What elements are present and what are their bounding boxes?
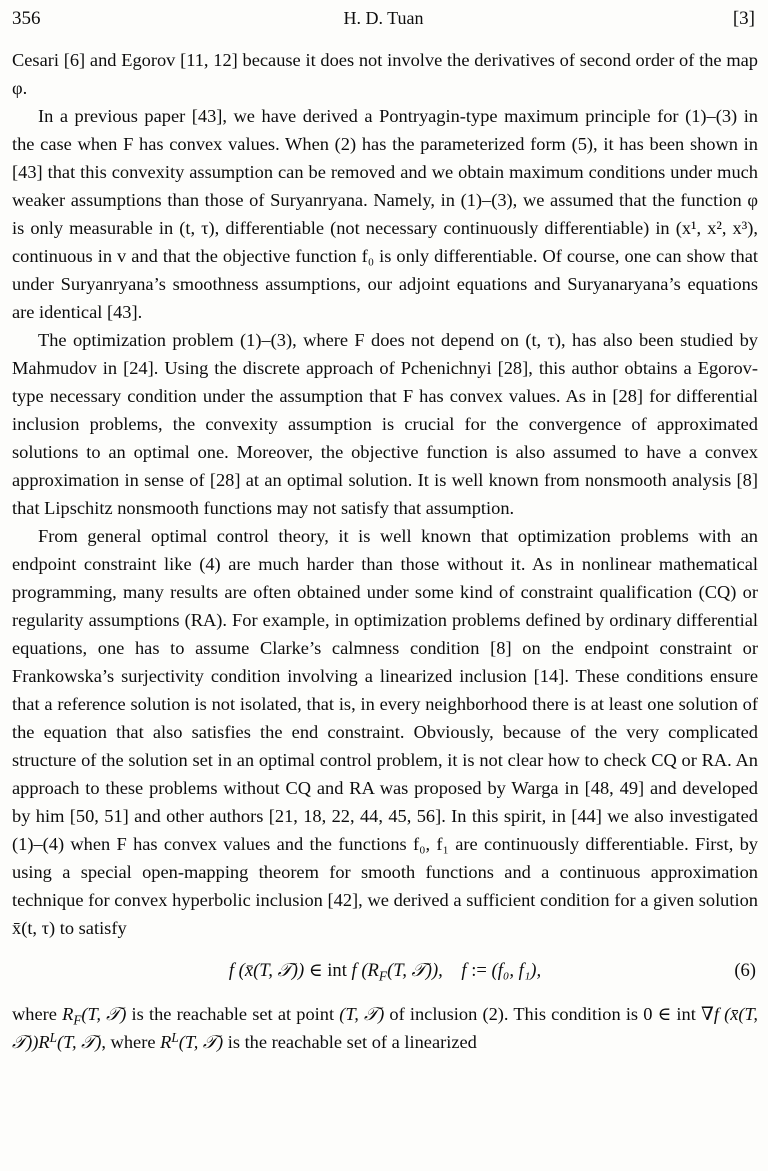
subscript-F: F [73, 1012, 82, 1028]
running-title: H. D. Tuan [343, 8, 424, 28]
equation-gap [443, 960, 462, 981]
subscript-F: F [378, 968, 388, 984]
math-seg: (f₀, f₁), [491, 960, 542, 981]
math-seg: (T, 𝒯)), [387, 960, 443, 981]
math-seg: (T, 𝒯) [81, 1004, 127, 1024]
text-seg: is the reachable set at point [126, 1004, 340, 1024]
defined-as-operator: := [466, 960, 492, 981]
equation-body [228, 960, 542, 984]
page-number: 356 [12, 8, 41, 29]
superscript-L: L [171, 1030, 179, 1046]
math-seg: ∇f (x̄(T, 𝒯))R [12, 1004, 758, 1052]
paragraph-2: In a previous paper [43], we have derived a Pontryagin-type maximum principle for (1)–(3) in the case when F has convex values. When (2) has the parameterized form (5), it has been shown in [43] that this convexity assumption can be removed and we obtain maximum conditions under much weaker assumptions than those of Suryanryana. Namely, in (1)–(3), we assumed that the function φ is only measurable in (t, τ), differentiable (not necessary continuously differentiable) in (x¹, x², x³), continuous in v and that the objective function f₀ is only differentiable. Of course, one can show that under Suryanryana’s smoothness assumptions, our adjoint equations and Suryanaryana’s equations are identical [43]. [12, 106, 758, 322]
equation-6 [12, 956, 758, 986]
math-seg: (T, 𝒯) [339, 1004, 385, 1024]
text-seg: where [12, 1004, 63, 1024]
footer-paragraph [12, 1000, 758, 1056]
math-seg: (T, 𝒯) [56, 1032, 102, 1052]
superscript-L: L [49, 1030, 57, 1046]
text-seg: is the reachable set of a linearized [223, 1032, 477, 1052]
paragraph-1: Cesari [6] and Egorov [11, 12] because it does not involve the derivatives of second order of the map φ. [12, 50, 758, 98]
page-body [0, 30, 768, 1056]
math-seg: f (R [351, 960, 379, 981]
math-seg: f (x̄(T, 𝒯)) [228, 960, 305, 981]
paragraph-4: From general optimal control theory, it is well known that optimization problems with an endpoint constraint like (4) are much harder than those without it. As in nonlinear mathematical programming, many results are often obtained under some kind of constraint qualification (CQ) or regularity assumptions (RA). For example, in optimization problems defined by ordinary differential equations, one has to assume Clarke’s calmness condition [8] on the endpoint constraint or Frankowska’s surjectivity condition involving a linearized inclusion [14]. These conditions ensure that a reference solution is not isolated, that is, in every neighborhood there is at least one solution of the equation that also satisfies the end constraint. Obviously, because of the very complicated structure of the solution set in an optimal control problem, it is not clear how to check CQ or RA. An approach to these problems without CQ and RA was proposed by Warga in [48, 49] and developed by him [50, 51] and other authors [21, 18, 22, 44, 45, 56]. In this spirit, in [44] we also investigated (1)–(4) when F has convex values and the functions f₀, f₁ are continuously differentiable. First, by using a special open-mapping theorem for smooth functions and a continuous approximation technique for convex hyperbolic inclusion [42], we derived a sufficient condition for a given solution x̄(t, τ) to satisfy [12, 526, 758, 938]
math-seg: R [160, 1032, 172, 1052]
math-seg: R [62, 1004, 74, 1024]
equation-number: (6) [734, 960, 756, 981]
margin-ref: [3] [732, 8, 755, 29]
element-of-int-operator: ∈ int [304, 960, 352, 981]
text-seg: , where [101, 1032, 161, 1052]
text-seg: of inclusion (2). This condition is 0 ∈ int [384, 1004, 701, 1024]
paragraph-3: The optimization problem (1)–(3), where F does not depend on (t, τ), has also been studied by Mahmudov in [24]. Using the discrete approach of Pchenichnyi [28], this author obtains a Egorov-type necessary condition under the assumption that F has convex values. As in [28] for differential inclusion problems, the convexity assumption is crucial for the convergence of approximated solutions to an optimal one. Moreover, the objective function is also assumed to have a convex approximation in sense of [28] at an optimal solution. It is well known from nonsmooth analysis [8] that Lipschitz nonsmooth functions may not satisfy that assumption. [12, 330, 758, 518]
page-header [0, 0, 768, 30]
math-seg: (T, 𝒯) [178, 1032, 224, 1052]
math-seg: f [461, 960, 467, 981]
